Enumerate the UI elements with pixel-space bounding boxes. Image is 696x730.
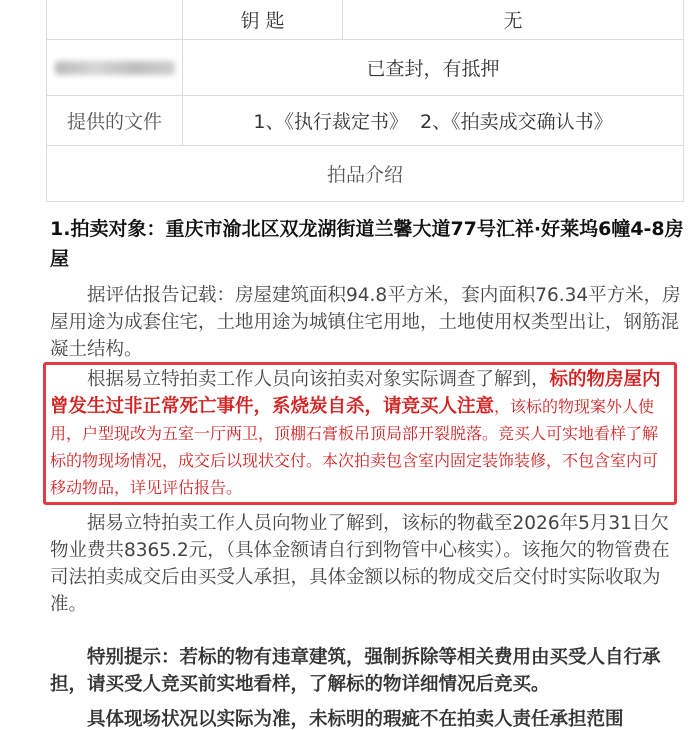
death-warning-text: 标的物房屋内曾发生过非正常死亡事件，系烧炭自杀，请竞买人注意 xyxy=(50,369,661,417)
seal-row xyxy=(47,40,683,96)
auction-object-heading: 1.拍卖对象：重庆市渝北区双龙湖街道兰馨大道77号汇祥·好莱坞6幢4-8房屋 xyxy=(50,218,684,270)
key-label: 钥 匙 xyxy=(183,0,343,39)
property-status-text: ，该标的物现案外人使用，户型现改为五室一厅两卫，顶棚石膏板吊顶局部开裂脱落。竞买人可实地看样了解标的物现场情况，成交后以现状交付。本次拍卖包含室内固定装饰装修，不包含室内可移动物品，详见评估报告。 xyxy=(50,397,659,497)
docs-row xyxy=(47,96,683,146)
seal-label-blurred xyxy=(47,40,183,95)
seal-value: 已查封，有抵押 xyxy=(366,58,500,80)
appraisal-paragraph: 据评估报告记载：房屋建筑面积94.8平方米，套内面积76.34平方米，房屋用途为成套住宅，土地用途为城镇住宅用地，土地使用权类型出让，钢筋混凝土结构。 xyxy=(50,285,681,360)
intro-row xyxy=(47,146,683,202)
investigation-text: 根据易立特拍卖工作人员向该拍卖对象实际调查了解到， xyxy=(87,369,550,390)
intro-label: 拍品介绍 xyxy=(326,164,403,186)
blurred-text xyxy=(55,61,175,75)
auction-content xyxy=(46,214,684,363)
special-notice-paragraph: 特别提示：若标的物有违章建筑，强制拆除等相关费用由买受人自行承担，请买受人竞买前实地看样，了解标的物详细情况后竞买。 xyxy=(50,647,661,695)
property-fee-paragraph: 据易立特拍卖工作人员向物业了解到，该标的物截至2026年5月31日欠物业费共8365.2元，（具体金额请自行到物管中心核实）。该拖欠的物管费在司法拍卖成交后由买受人承担，具体金额以标的物成交后交付时实际收取为准。 xyxy=(50,513,670,615)
key-row xyxy=(47,0,683,40)
auction-info-table xyxy=(46,0,684,202)
key-row-empty-cell xyxy=(47,0,183,39)
docs-label: 提供的文件 xyxy=(47,96,183,145)
docs-value: 1、《执行裁定书》 2、《拍卖成交确认书》 xyxy=(253,111,613,133)
liability-paragraph: 具体现场状况以实际为准，未标明的瑕疵不在拍卖人责任承担范围 xyxy=(87,709,624,730)
investigation-paragraph xyxy=(50,366,672,501)
key-value: 无 xyxy=(503,10,523,32)
